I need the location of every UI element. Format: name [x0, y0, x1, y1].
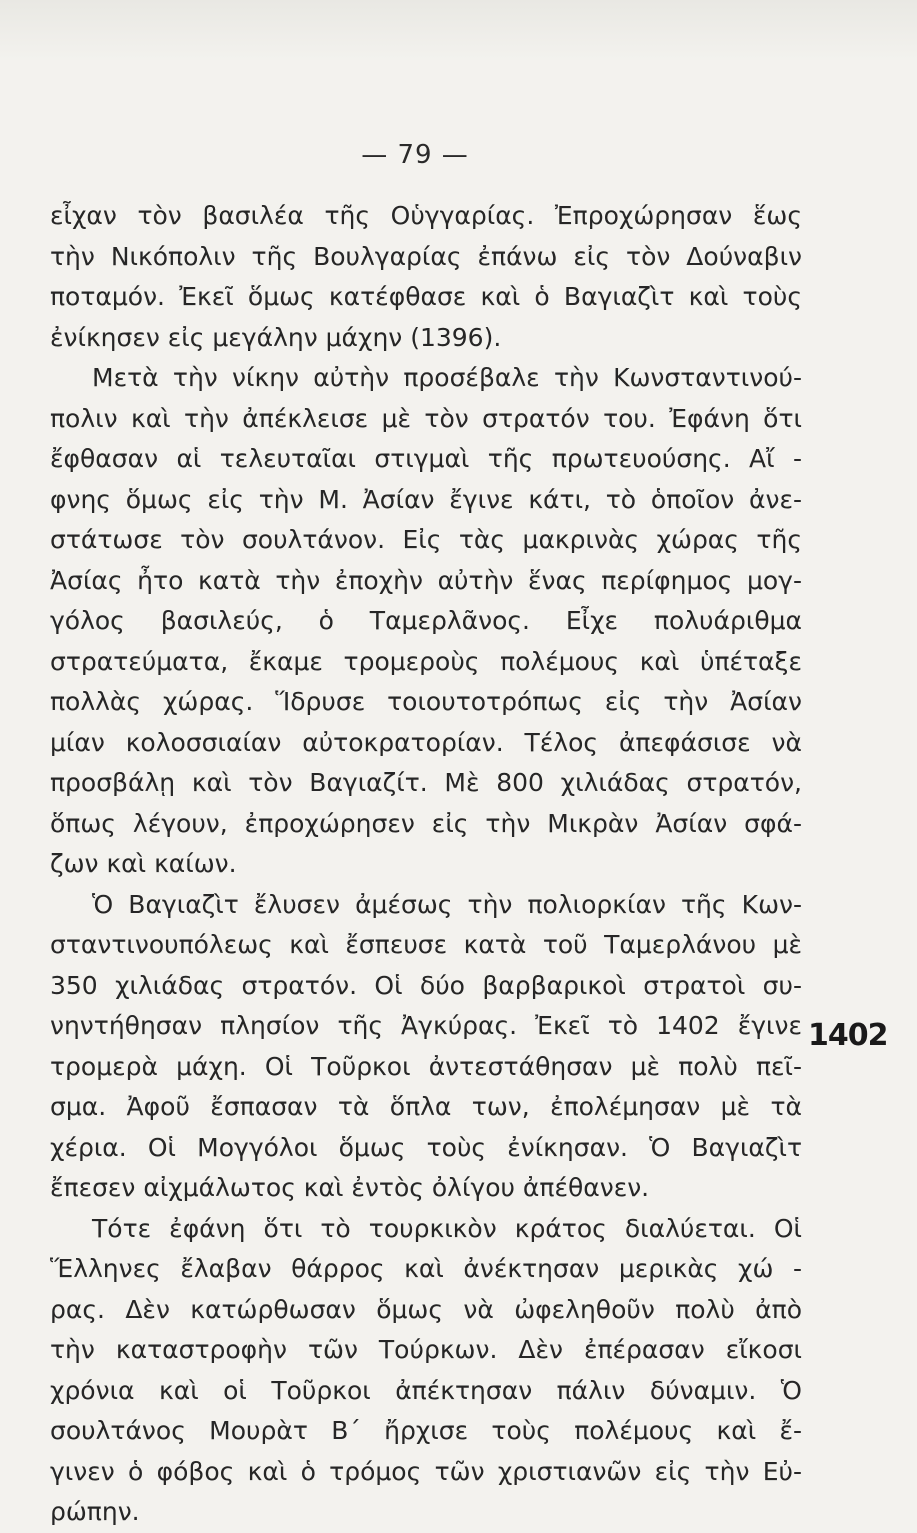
text-line: πολιν καὶ τὴν ἀπέκλεισε μὲ τὸν στρατόν του. Ἐφάνη ὅτι: [50, 403, 802, 433]
text-line: Ὁ Βαγιαζὶτ ἔλυσεν ἀμέσως τὴν πολιορκίαν τῆς Κων-: [92, 889, 802, 919]
body-text: [50, 196, 802, 1533]
text-line: ἔφθασαν αἱ τελευταῖαι στιγμαὶ τῆς πρωτευούσης. Αἴ -: [50, 444, 802, 473]
text-line: μίαν κολοσσιαίαν αὐτοκρατορίαν. Τέλος ἀπεφάσισε νὰ: [50, 727, 802, 757]
text-line: ζων καὶ καίων.: [50, 849, 237, 878]
text-line: ἐνίκησεν εἰς μεγάλην μάχην (1396).: [50, 322, 502, 352]
text-line: ρας. Δὲν κατώρθωσαν ὅμως νὰ ὠφεληθοῦν πολὺ ἀπὸ: [50, 1294, 802, 1324]
text-line: Μετὰ τὴν νίκην αὐτὴν προσέβαλε τὴν Κωνσταντινού-: [92, 363, 802, 392]
text-line: σμα. Ἀφοῦ ἔσπασαν τὰ ὅπλα των, ἐπολέμησαν μὲ τὰ: [50, 1092, 802, 1121]
text-line: Ἕλληνες ἔλαβαν θάρρος καὶ ἀνέκτησαν μερικὰς χώ -: [50, 1254, 802, 1283]
text-line: στάτωσε τὸν σουλτάνον. Εἰς τὰς μακρινὰς χώρας τῆς: [50, 525, 802, 554]
text-line: πολλὰς χώρας. Ἵδρυσε τοιουτοτρόπως εἰς τὴν Ἀσίαν: [50, 687, 802, 716]
page-number: — 79 —: [361, 140, 469, 170]
text-line: χέρια. Οἱ Μογγόλοι ὅμως τοὺς ἐνίκησαν. Ὁ Βαγιαζὶτ: [50, 1132, 802, 1162]
text-line: γινεν ὁ φόβος καὶ ὁ τρόμος τῶν χριστιανῶν εἰς τὴν Εὐ-: [50, 1456, 802, 1486]
text-line: γόλος βασιλεύς, ὁ Ταμερλᾶνος. Εἶχε πολυάριθμα: [50, 606, 802, 635]
text-line: ρώπην.: [50, 1497, 140, 1526]
text-line: προσβάλῃ καὶ τὸν Βαγιαζίτ. Μὲ 800 χιλιάδας στρατόν,: [50, 768, 802, 797]
margin-year-note: 1402: [808, 1018, 888, 1053]
page-edge-shadow: [0, 0, 917, 60]
text-line: εἶχαν τὸν βασιλέα τῆς Οὑγγαρίας. Ἐπροχώρησαν ἕως: [50, 201, 802, 230]
text-line: Ἀσίας ἦτο κατὰ τὴν ἐποχὴν αὐτὴν ἕνας περίφημος μογ-: [50, 565, 802, 595]
text-line: χρόνια καὶ οἱ Τοῦρκοι ἀπέκτησαν πάλιν δύναμιν. Ὁ: [50, 1375, 802, 1405]
text-line: 350 χιλιάδας στρατόν. Οἱ δύο βαρβαρικοὶ στρατοὶ συ-: [50, 970, 802, 1000]
text-line: τὴν καταστροφὴν τῶν Τούρκων. Δὲν ἐπέρασαν εἴκοσι: [50, 1335, 802, 1364]
text-line: Τότε ἐφάνη ὅτι τὸ τουρκικὸν κράτος διαλύεται. Οἱ: [92, 1213, 802, 1243]
text-line: τὴν Νικόπολιν τῆς Βουλγαρίας ἐπάνω εἰς τὸν Δούναβιν: [50, 241, 802, 271]
text-line: σταντινουπόλεως καὶ ἔσπευσε κατὰ τοῦ Ταμερλάνου μὲ: [50, 930, 802, 959]
text-line: τρομερὰ μάχη. Οἱ Τοῦρκοι ἀντεστάθησαν μὲ πολὺ πεῖ-: [50, 1051, 802, 1081]
text-line: φνης ὅμως εἰς τὴν Μ. Ἀσίαν ἔγινε κάτι, τὸ ὁποῖον ἀνε-: [50, 484, 802, 514]
text-line: ἔπεσεν αἰχμάλωτος καὶ ἐντὸς ὀλίγου ἀπέθανεν.: [50, 1173, 650, 1202]
text-line: ὅπως λέγουν, ἐπροχώρησεν εἰς τὴν Μικρὰν Ἀσίαν σφά-: [50, 808, 802, 838]
text-line: σουλτάνος Μουρὰτ Β΄ ἤρχισε τοὺς πολέμους καὶ ἔ-: [50, 1416, 802, 1445]
text-line: στρατεύματα, ἔκαμε τρομεροὺς πολέμους καὶ ὑπέταξε: [50, 646, 802, 676]
text-line: ποταμόν. Ἐκεῖ ὅμως κατέφθασε καὶ ὁ Βαγιαζὶτ καὶ τοὺς: [50, 282, 802, 311]
text-line: νηντήθησαν πλησίον τῆς Ἀγκύρας. Ἐκεῖ τὸ 1402 ἔγινε: [50, 1011, 802, 1040]
